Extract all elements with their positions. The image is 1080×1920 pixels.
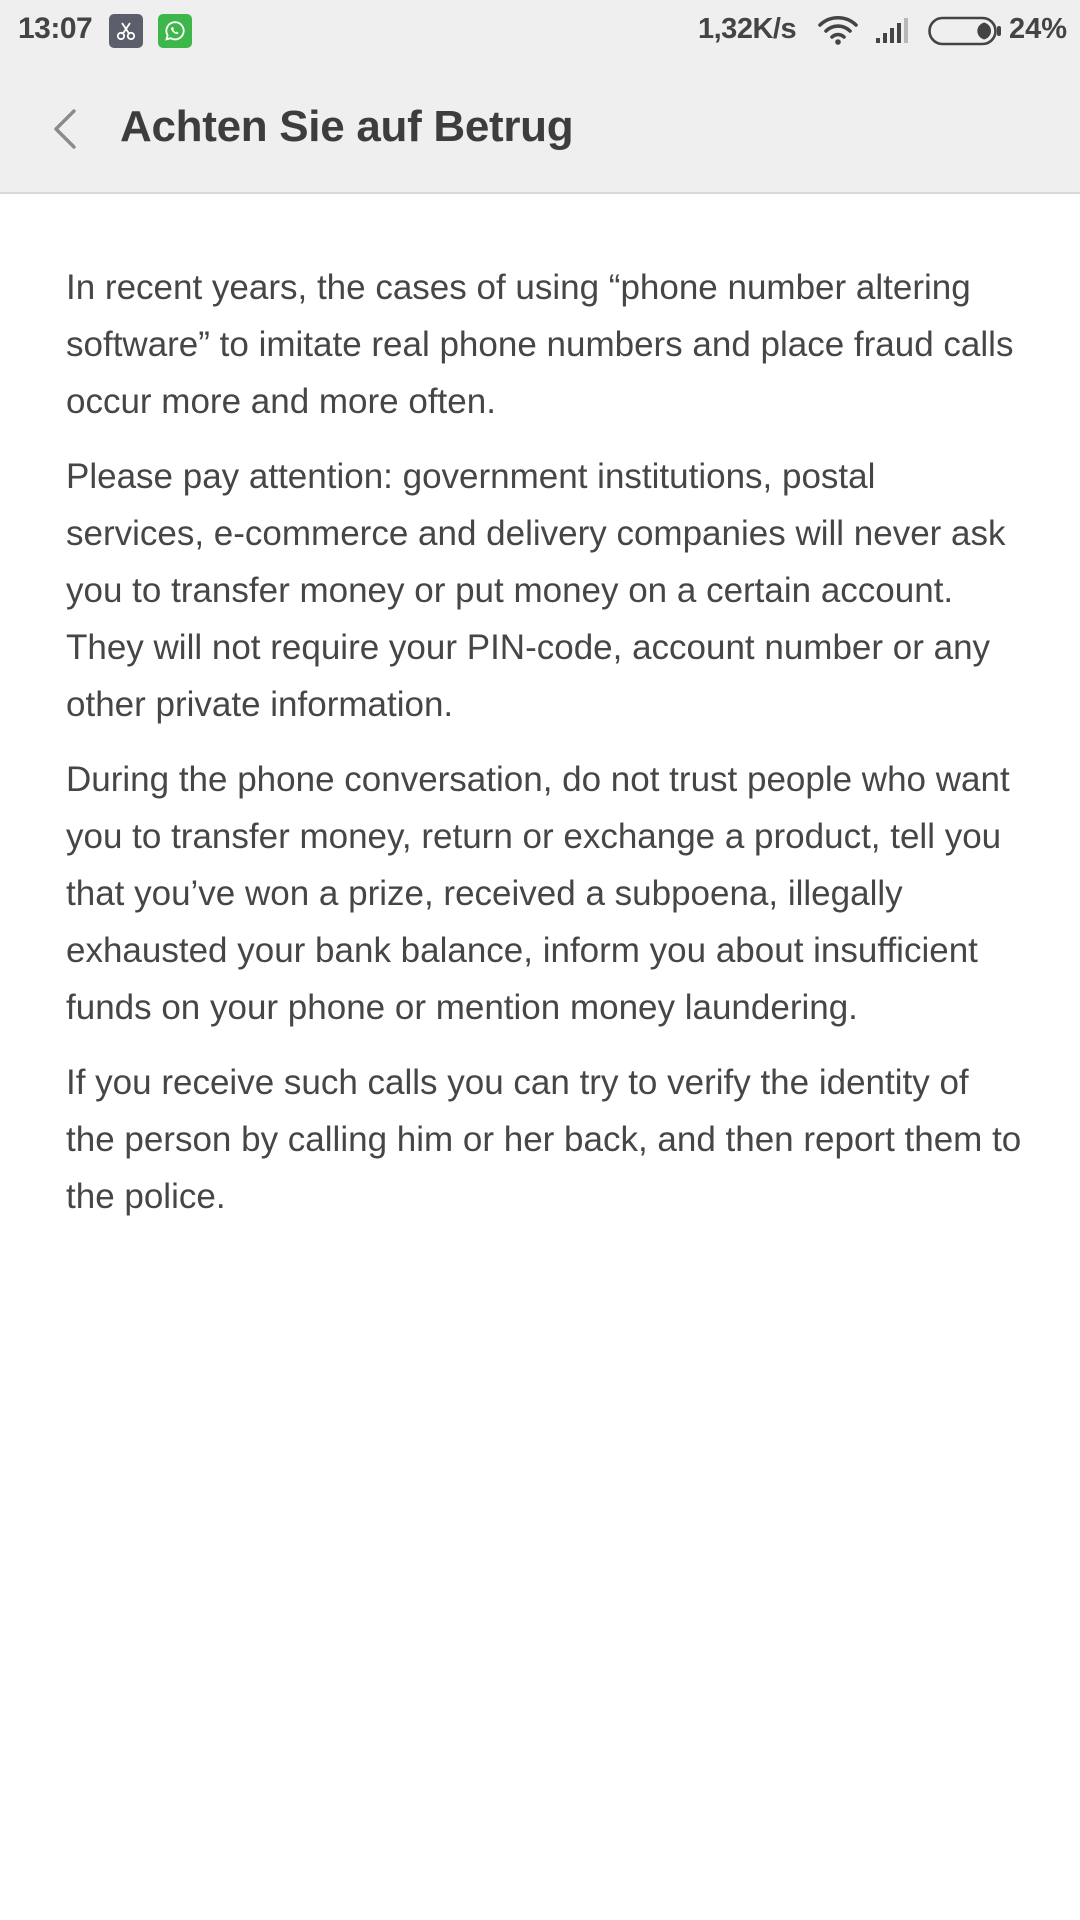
battery-icon	[928, 16, 1002, 51]
network-speed: 1,32K/s	[698, 13, 797, 45]
paragraph: During the phone conversation, do not trust people who want you to transfer money, return or exchange a product, tell you that you’ve won a prize, received a subpoena, illegally exhausted your bank balance, inform you about insufficient funds on your phone or mention money laundering.	[66, 760, 1010, 1027]
paragraph: If you receive such calls you can try to verify the identity of the person by calling him or her back, and then report them to the police.	[66, 1063, 1022, 1216]
paragraph: In recent years, the cases of using “phone number altering software” to imitate real phone numbers and place fraud calls occur more and more often.	[66, 268, 1014, 421]
status-time: 13:07	[18, 12, 93, 45]
status-bar	[0, 0, 1080, 62]
fraud-warning-content	[66, 259, 1022, 1243]
page-title: Achten Sie auf Betrug	[120, 102, 574, 151]
app-header	[0, 62, 1080, 194]
paragraph: Please pay attention: government institutions, postal services, e-commerce and delivery companies will never ask you to transfer money or put money on a certain account. They will not require your PIN-code, account number or any other private information.	[66, 457, 1006, 724]
chevron-left-icon	[48, 105, 82, 153]
battery-percentage: 24%	[1009, 13, 1068, 45]
back-button[interactable]	[38, 96, 92, 162]
scissors-app-icon	[109, 14, 143, 48]
signal-icon	[875, 18, 911, 49]
whatsapp-icon	[158, 14, 192, 48]
wifi-icon	[818, 14, 858, 51]
